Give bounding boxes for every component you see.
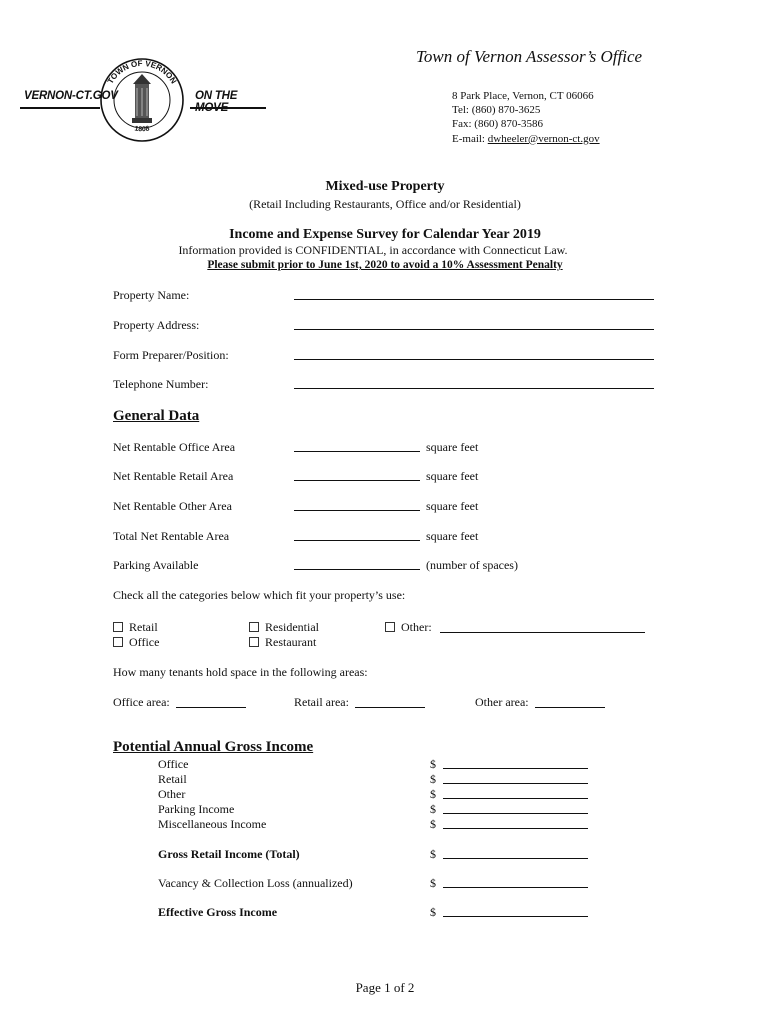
address: 8 Park Place, Vernon, CT 06066	[452, 90, 594, 102]
retail-area-label: Net Rentable Retail Area	[113, 469, 234, 483]
checkbox-retail-label: Retail	[129, 620, 158, 634]
town-logo	[20, 52, 270, 142]
svg-text:1808	[134, 125, 150, 133]
other-area-unit: square feet	[426, 499, 479, 513]
dollar-sign: $	[430, 817, 436, 831]
office-area-label: Net Rentable Office Area	[113, 440, 236, 454]
dollar-sign: $	[430, 905, 436, 919]
email-link[interactable]: dwheeler@vernon-ct.gov	[487, 132, 600, 145]
tenant-office-field[interactable]	[176, 707, 246, 708]
checkbox-other-label: Other:	[401, 620, 432, 634]
total-area-unit: square feet	[426, 529, 479, 543]
property-type-title: Mixed-use Property	[325, 179, 445, 194]
tenant-other-field[interactable]	[535, 707, 605, 708]
survey-title: Income and Expense Survey for Calendar Year 2019	[229, 227, 541, 242]
total-area-label: Total Net Rentable Area	[113, 529, 230, 543]
dollar-sign: $	[430, 802, 436, 816]
checkbox-residential[interactable]	[249, 620, 319, 635]
logo-left-text: VERNON-CT.GOV	[24, 90, 118, 102]
gross-retail-income-field[interactable]	[443, 858, 588, 859]
property-name-label: Property Name:	[113, 288, 190, 302]
gross-income-heading: Potential Annual Gross Income	[113, 739, 314, 755]
retail-area-unit: square feet	[426, 469, 479, 483]
general-data-heading: General Data	[113, 408, 200, 424]
checkbox-restaurant-label: Restaurant	[265, 635, 317, 649]
page-number: Page 1 of 2	[355, 980, 415, 995]
income-office-field[interactable]	[443, 768, 588, 769]
income-parking-label: Parking Income	[158, 802, 235, 816]
dollar-sign: $	[430, 787, 436, 801]
property-type-subtitle: (Retail Including Restaurants, Office and/or Residential)	[249, 197, 521, 211]
total-area-field[interactable]	[294, 540, 420, 541]
penalty-notice: Please submit prior to June 1st, 2020 to avoid a 10% Assessment Penalty	[207, 259, 563, 271]
email-label: E-mail:	[452, 132, 488, 145]
dollar-sign: $	[430, 847, 436, 861]
tenants-prompt: How many tenants hold space in the following areas:	[113, 665, 368, 679]
other-use-field[interactable]	[440, 632, 645, 633]
checkbox-box-icon[interactable]	[113, 622, 123, 632]
retail-area-field[interactable]	[294, 480, 420, 481]
logo-right-swoosh	[190, 107, 266, 109]
income-misc-label: Miscellaneous Income	[158, 817, 267, 831]
checkbox-other[interactable]	[385, 620, 432, 635]
town-seal-icon	[98, 56, 186, 144]
property-address-field[interactable]	[294, 329, 654, 330]
tenant-other	[475, 695, 605, 710]
effective-gross-income-label: Effective Gross Income	[158, 905, 278, 919]
checkbox-box-icon[interactable]	[249, 622, 259, 632]
vacancy-loss-label: Vacancy & Collection Loss (annualized)	[158, 876, 353, 890]
other-area-field[interactable]	[294, 510, 420, 511]
category-prompt: Check all the categories below which fit your property’s use:	[113, 588, 406, 602]
telephone: Tel: (860) 870-3625	[452, 104, 541, 117]
dollar-sign: $	[430, 772, 436, 786]
property-address-label: Property Address:	[113, 318, 200, 332]
checkbox-box-icon[interactable]	[385, 622, 395, 632]
vacancy-loss-field[interactable]	[443, 887, 588, 888]
office-area-unit: square feet	[426, 440, 479, 454]
checkbox-office[interactable]	[113, 635, 159, 650]
tenant-retail	[294, 695, 425, 710]
checkbox-restaurant[interactable]	[249, 635, 316, 650]
income-office-label: Office	[158, 757, 189, 771]
telephone-number-field[interactable]	[294, 388, 654, 389]
other-area-label: Net Rentable Other Area	[113, 499, 232, 513]
telephone-number-label: Telephone Number:	[113, 377, 209, 391]
logo-left-swoosh	[20, 107, 100, 109]
contact-block	[452, 89, 600, 146]
tenant-retail-field[interactable]	[355, 707, 425, 708]
tenant-retail-label: Retail area:	[294, 695, 349, 709]
email-row	[452, 132, 600, 146]
form-preparer-field[interactable]	[294, 359, 654, 360]
income-misc-field[interactable]	[443, 828, 588, 829]
office-title: Town of Vernon Assessor’s Office	[416, 47, 643, 66]
dollar-sign: $	[430, 876, 436, 890]
confidential-notice: Information provided is CONFIDENTIAL, in accordance with Connecticut Law.	[178, 243, 568, 257]
income-parking-field[interactable]	[443, 813, 588, 814]
dollar-sign: $	[430, 757, 436, 771]
income-other-label: Other	[158, 787, 186, 801]
parking-unit: (number of spaces)	[426, 558, 518, 572]
checkbox-office-label: Office	[129, 635, 160, 649]
income-retail-field[interactable]	[443, 783, 588, 784]
gross-retail-income-label: Gross Retail Income (Total)	[158, 847, 300, 861]
logo-right-text: ON THE	[195, 90, 238, 102]
checkbox-box-icon[interactable]	[113, 637, 123, 647]
form-preparer-label: Form Preparer/Position:	[113, 348, 229, 362]
income-other-field[interactable]	[443, 798, 588, 799]
income-retail-label: Retail	[158, 772, 187, 786]
tenant-office	[113, 695, 246, 710]
tenant-office-label: Office area:	[113, 695, 170, 709]
seal-year: 1808	[133, 125, 151, 134]
parking-label: Parking Available	[113, 558, 199, 572]
checkbox-retail[interactable]	[113, 620, 158, 635]
fax: Fax: (860) 870-3586	[452, 118, 544, 131]
property-name-field[interactable]	[294, 299, 654, 300]
checkbox-residential-label: Residential	[265, 620, 319, 634]
seal-text-top: TOWN OF VERNON	[105, 58, 179, 86]
effective-gross-income-field[interactable]	[443, 916, 588, 917]
tenant-other-label: Other area:	[475, 695, 529, 709]
parking-field[interactable]	[294, 569, 420, 570]
checkbox-box-icon[interactable]	[249, 637, 259, 647]
office-area-field[interactable]	[294, 451, 420, 452]
